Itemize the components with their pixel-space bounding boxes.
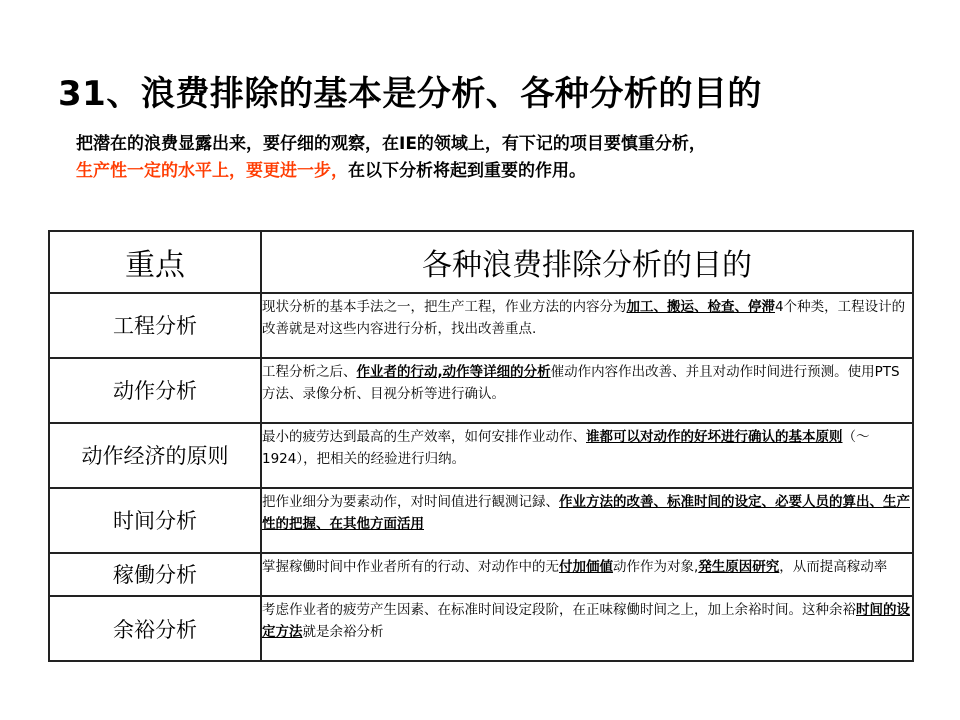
row-description-text [262,359,912,405]
description-text: 把作业细分为要素动作，对时间值进行観测记録、 [262,493,559,510]
row-description-cell [261,358,913,423]
analysis-table [48,230,914,662]
row-description-text [262,597,912,643]
row-description-cell [261,488,913,553]
row-description-text [262,554,912,578]
emphasized-text: 付加価値 [559,558,613,575]
page-title: 31、浪费排除的基本是分析、各种分析的目的 [58,74,762,114]
row-description-cell [261,423,913,488]
description-text: 动作作为对象, [613,558,699,575]
intro-line-2 [76,158,706,185]
table-body [49,293,913,661]
row-description-text [262,489,912,535]
emphasized-text: 时间的设定方法 [262,602,910,641]
row-key-cell: 时间分析 [49,488,261,553]
description-text: 掌握稼働时间中作业者所有的行动、对动作中的无 [262,558,559,575]
description-text: 4个种类，工程设计的改善就是对这些内容进行分析，找出改善重点. [262,299,906,337]
description-text: 工程分析之后、 [262,363,357,380]
row-description-cell [261,553,913,596]
row-description-text [262,294,912,340]
table-header-row [49,231,913,293]
intro-line-2-rest: 在以下分析将起到重要的作用。 [348,161,586,181]
description-text: 催动作内容作出改善、并且对动作时间进行预测。使用PTS方法、录像分析、目视分析等进行确认。 [262,363,900,402]
column-header-purpose: 各种浪费排除分析的目的 [261,231,913,293]
table-row [49,293,913,358]
table-row [49,423,913,488]
description-text: 考虑作业者的疲劳产生因素、在标准时间设定段阶，在正味稼働时间之上，加上余裕时间。这种余裕 [262,602,856,619]
column-header-key: 重点 [49,231,261,293]
intro-paragraph [76,131,706,185]
row-description-cell [261,596,913,661]
emphasized-text: 作业方法的改善、标准时间的设定、必要人员的算出、生产性的把握、在其他方面活用 [262,493,910,532]
description-text: 现状分析的基本手法之一，把生产工程，作业方法的内容分为 [262,299,627,315]
description-text: 最小的疲劳达到最高的生产效率，如何安排作业动作、 [262,428,586,445]
description-text: （～1924），把相关的经验进行归纳。 [262,428,870,467]
emphasized-text: 発生原因研究 [698,558,780,575]
row-description-text [262,424,912,470]
table-row [49,488,913,553]
row-description-cell [261,293,913,358]
table-row [49,358,913,423]
emphasized-text: 作业者的行动,动作等详细的分析 [356,363,551,380]
row-key-cell: 动作分析 [49,358,261,423]
row-key-cell: 余裕分析 [49,596,261,661]
emphasized-text: 加工、搬运、检查、停滞 [626,299,775,315]
description-text: ，从而提高稼动率 [779,558,888,575]
description-text: 就是余裕分析 [302,624,384,641]
row-key-cell: 动作经济的原则 [49,423,261,488]
row-key-cell: 稼働分析 [49,553,261,596]
table-row [49,596,913,661]
intro-line-1: 把潜在的浪费显露出来，要仔细的观察，在IE的领域上，有下记的项目要慎重分析， [76,134,706,154]
row-key-cell: 工程分析 [49,293,261,358]
table-row [49,553,913,596]
emphasized-text: 谁都可以对动作的好坏进行确认的基本原则 [586,428,843,445]
intro-highlight-red: 生产性一定的水平上，要更进一步， [76,161,348,181]
